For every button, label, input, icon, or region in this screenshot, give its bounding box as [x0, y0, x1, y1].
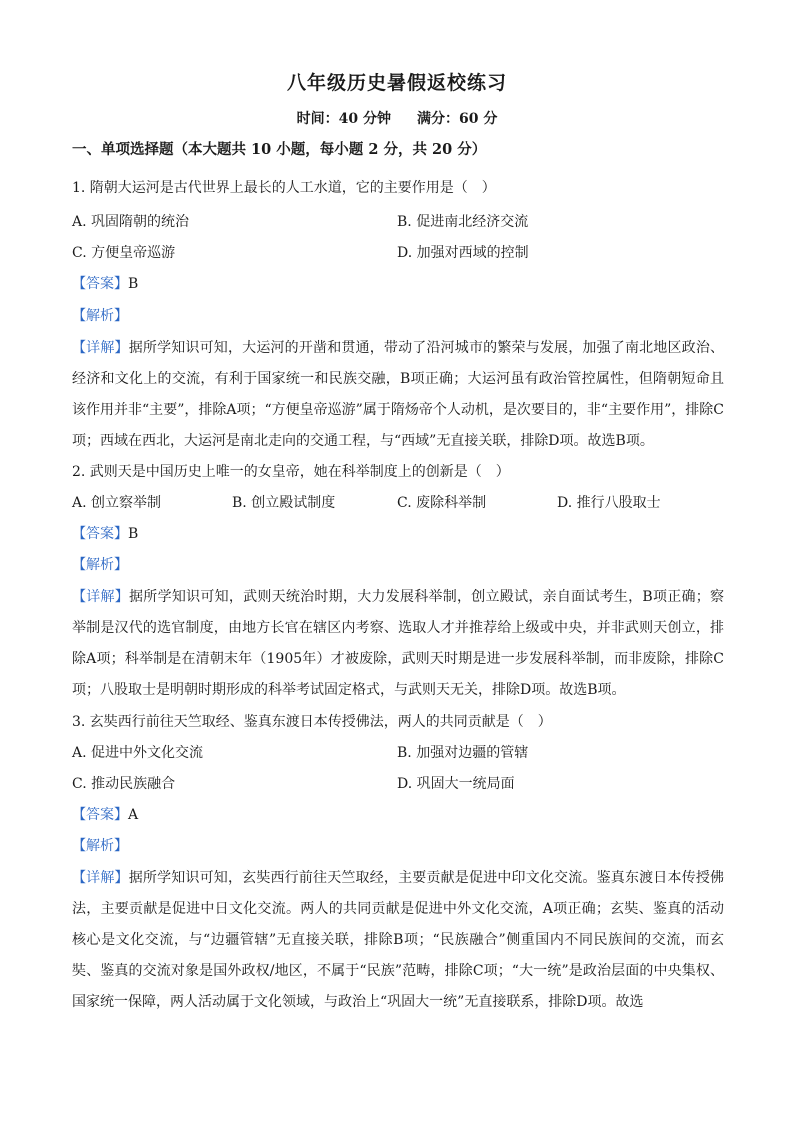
exam-info: [0, 108, 794, 128]
answer-value: B: [128, 526, 139, 542]
answer-value: B: [128, 276, 139, 292]
question-3-option-b: B. 加强对边疆的管辖: [397, 745, 529, 761]
answer-tag: 【答案】: [72, 807, 128, 823]
detail-text: 据所学知识可知，大运河的开凿和贯通，带动了沿河城市的繁荣与发展，加强了南北地区政治、经济和文化上的交流，有利于国家统一和民族交融，B项正确；大运河虽有政治管控属性，但隋朝短命且该作用并非“主要”，排除A项；“方便皇帝巡游”属于隋炀帝个人动机，是次要目的，非“主要作用”，排除C项；西域在西北，大运河是南北走向的交通工程，与“西域”无直接关联，排除D项。故选B项。: [72, 340, 725, 449]
detail-tag: 【详解】: [72, 340, 129, 356]
question-1-option-d: D. 加强对西域的控制: [397, 245, 529, 261]
question-2-analysis-tag: 【解析】: [72, 557, 128, 573]
detail-text: 据所学知识可知，武则天统治时期，大力发展科举制，创立殿试，亲自面试考生，B项正确；察举制是汉代的选官制度，由地方长官在辖区内考察、选取人才并推荐给上级或中央，并非武则天创立，排除A项；科举制是在清朝末年（1905年）才被废除，武则天时期是进一步发展科举制，而非废除，排除C项；八股取士是明朝时期形成的科举考试固定格式，与武则天无关，排除D项。故选B项。: [72, 589, 724, 698]
question-3-analysis-tag: 【解析】: [72, 838, 128, 854]
section-heading: 一、单项选择题（本大题共 10 小题，每小题 2 分，共 20 分）: [72, 141, 487, 158]
question-3-detail: [72, 863, 724, 1018]
question-1-stem: 1. 隋朝大运河是古代世界上最长的人工水道，它的主要作用是（ ）: [72, 180, 496, 196]
question-3-option-a: A. 促进中外文化交流: [72, 745, 204, 761]
question-2-stem: 2. 武则天是中国历史上唯一的女皇帝，她在科举制度上的创新是（ ）: [72, 464, 510, 480]
answer-tag: 【答案】: [72, 276, 128, 292]
page-title: 八年级历史暑假返校练习: [286, 72, 507, 94]
exam-time: 时间：40 分钟: [296, 111, 391, 127]
question-1-option-a: A. 巩固隋朝的统治: [72, 214, 190, 230]
question-1-option-c: C. 方便皇帝巡游: [72, 245, 176, 261]
question-2-option-c: C. 废除科举制: [397, 495, 487, 511]
question-3-option-d: D. 巩固大一统局面: [397, 776, 515, 792]
question-1-detail: [72, 333, 724, 457]
detail-text: 据所学知识可知，玄奘西行前往天竺取经，主要贡献是促进中印文化交流。鉴真东渡日本传授佛法，主要贡献是促进中日文化交流。两人的共同贡献是促进中外文化交流，A项正确；玄奘、鉴真的活动核心是文化交流，与“边疆管辖”无直接关联，排除B项；“民族融合”侧重国内不同民族间的交流，而玄奘、鉴真的交流对象是国外政权/地区，不属于“民族”范畴，排除C项；“大一统”是政治层面的中央集权、国家统一保障，两人活动属于文化领域，与政治上“巩固大一统”无直接联系，排除D项。故选: [72, 870, 725, 1010]
answer-value: A: [128, 807, 139, 823]
question-1-answer: [72, 274, 138, 294]
question-3-answer: [72, 805, 138, 825]
detail-tag: 【详解】: [72, 589, 130, 605]
answer-tag: 【答案】: [72, 526, 128, 542]
question-2-detail: [72, 582, 724, 706]
question-1-option-b: B. 促进南北经济交流: [397, 214, 529, 230]
question-2-option-d: D. 推行八股取士: [557, 495, 661, 511]
question-2-option-b: B. 创立殿试制度: [232, 495, 336, 511]
question-3-option-c: C. 推动民族融合: [72, 776, 176, 792]
detail-tag: 【详解】: [72, 870, 129, 886]
question-2-answer: [72, 524, 138, 544]
question-1-analysis-tag: 【解析】: [72, 308, 128, 324]
question-3-stem: 3. 玄奘西行前往天竺取经、鉴真东渡日本传授佛法，两人的共同贡献是（ ）: [72, 714, 552, 730]
question-2-option-a: A. 创立察举制: [72, 495, 162, 511]
exam-score: 满分：60 分: [417, 111, 498, 127]
